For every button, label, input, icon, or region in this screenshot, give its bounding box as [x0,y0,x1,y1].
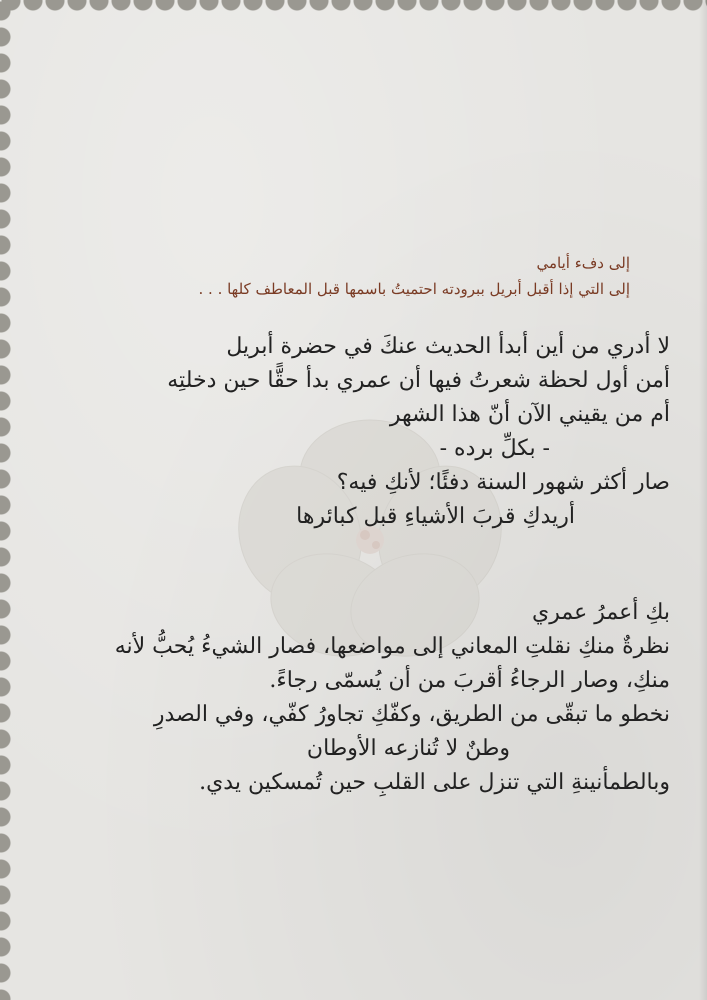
poem-line: لا أدري من أين أبدأ الحديث عنكَ في حضرة أبريل [226,334,670,359]
perforated-left-edge [0,0,12,1000]
stanza-gap [70,534,670,596]
poem [70,330,670,800]
page-right-shadow [699,0,707,1000]
perforated-top-edge [0,0,707,12]
poem-line: - بكلِّ برده - [439,436,550,461]
dedication-line-1: إلى دفء أيامي [536,254,630,272]
poem-line: أم من يقيني الآن أنّ هذا الشهر [389,402,670,427]
text-content [70,250,670,800]
poem-line: وطنٌ لا تُنازعه الأوطان [306,736,510,761]
poem-line: أريدكِ قربَ الأشياءِ قبل كبائرها [296,504,575,529]
poem-line: أمن أول لحظة شعرتُ فيها أن عمري بدأ حقًّا حين دخلتِه [167,368,670,393]
dedication [70,250,670,302]
poem-line: وبالطمأنينةِ التي تنزل على القلبِ حين تُمسكين يدي. [199,770,670,795]
poem-line: نخطو ما تبقّى من الطريق، وكفّكِ تجاورُ كفّي، وفي الصدرِ [153,702,670,727]
poem-line: بكِ أعمرُ عمري [532,600,670,625]
poem-line: صار أكثر شهور السنة دفئًا؛ لأنكِ فيه؟ [336,470,670,495]
dedication-line-2: إلى التي إذا أقبل أبريل ببرودته احتميتُ باسمها قبل المعاطف كلها . . . [198,280,630,298]
poem-line: نظرةٌ منكِ نقلتِ المعاني إلى مواضعها، فصار الشيءُ يُحبُّ لأنه [114,634,670,659]
poem-line: منكِ، وصار الرجاءُ أقربَ من أن يُسمّى رجاءً. [269,668,670,693]
